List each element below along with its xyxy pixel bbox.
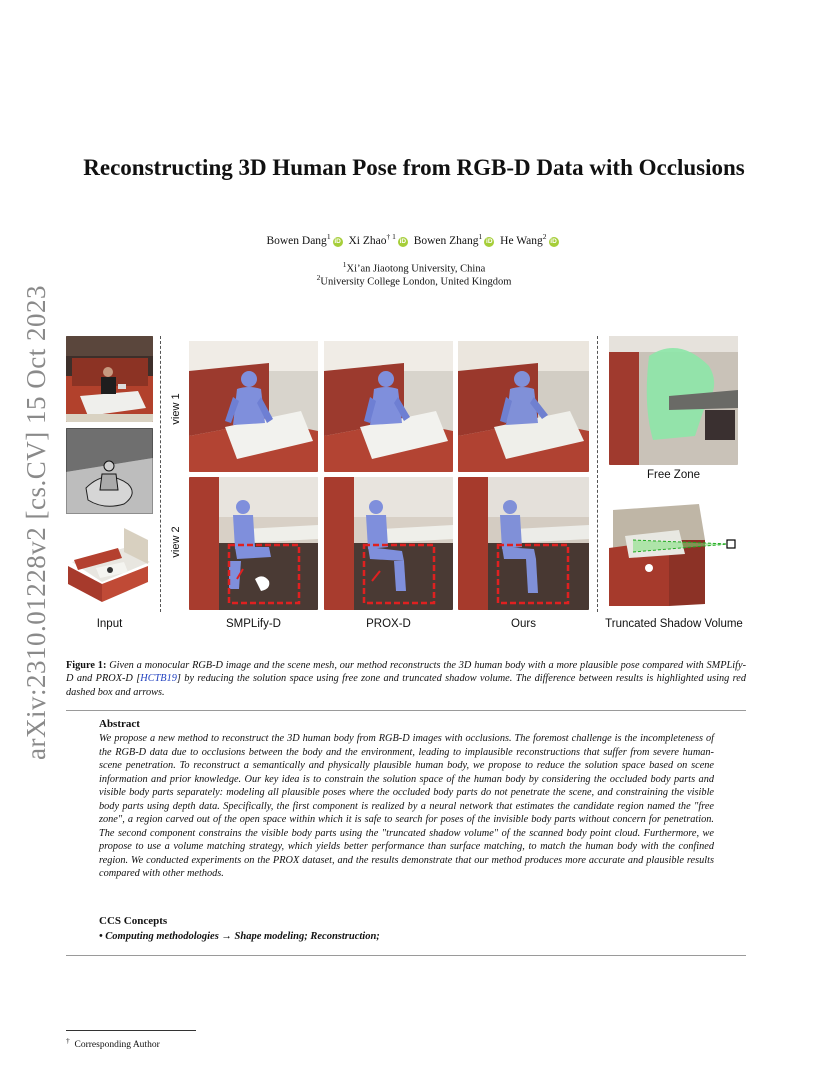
footnote-mark: † (66, 1036, 70, 1045)
footnote (66, 1036, 160, 1050)
affiliation-mark: 1 (342, 260, 347, 269)
orcid-icon[interactable]: iD (334, 237, 341, 245)
column-label-smplify-d: SMPLify-D (226, 618, 281, 630)
citation-link[interactable]: HCTB19 (140, 673, 177, 685)
column-separator (597, 336, 598, 612)
prox-d-view1-image (324, 341, 453, 472)
input-scene-mesh (66, 522, 153, 610)
orcid-icon[interactable]: iD (550, 237, 557, 245)
column-label-prox-d: PROX-D (366, 618, 411, 630)
footnote-rule (66, 1030, 196, 1031)
author-name: Bowen Zhang (413, 234, 479, 247)
author-name: Xi Zhao (348, 234, 387, 247)
truncated-shadow-volume-image (609, 500, 738, 610)
caption-label: Figure 1: (66, 660, 107, 671)
author-affiliation-mark: † 1 (386, 232, 396, 241)
figure-caption (66, 659, 746, 699)
abstract-heading: Abstract (99, 718, 140, 730)
free-zone-label: Free Zone (646, 469, 701, 481)
smplify-d-view1-image (189, 341, 318, 472)
divider (66, 955, 746, 956)
input-rgb-image (66, 336, 153, 422)
column-label-ours: Ours (511, 618, 536, 630)
column-separator (160, 336, 161, 612)
abstract-body: We propose a new method to reconstruct the 3D human body from RGB-D images with occlusions. The foremost challenge is the incompleteness of the RGB-D data due to occlusions between the body and the environment, leading to implausible reconstructions that suffer from severe human-scene penetration. To reconstruct a semantically and physically plausible human body, we propose to reduce the solution space based on scene information and prior knowledge. Our key idea is to constrain the solution space of the human body by considering the occluded body parts and visible body parts separately: modeling all plausible poses where the occluded body parts do not penetrate the scene, and constraining the visible body parts using depth data. Specifically, the first component is realized by a neural network that estimates the candidate region named the "free zone", a region carved out of the open space within which it is safe to search for poses of the invisible body parts without concern for penetration. The second component constrains the visible body parts using the "truncated shadow volume" of the scanned body point cloud. Furthermore, we propose to use a volume matching strategy, which yields better performance than surface matching, to match the human body with the confined region. We conducted experiments on the PROX dataset, and the results demonstrate that our method produces more accurate and plausible results compared with other methods. (99, 733, 714, 879)
paper-title: Reconstructing 3D Human Pose from RGB-D Data with Occlusions (83, 155, 745, 180)
author-affiliation-mark: 2 (542, 232, 547, 241)
affiliation-text: Xi’an Jiaotong University, China (346, 263, 486, 275)
affiliation-mark: 2 (316, 273, 321, 282)
author-list (0, 232, 828, 247)
input-depth-image (66, 428, 153, 514)
affiliation-text: University College London, United Kingdom (320, 276, 512, 288)
footnote-text: Corresponding Author (74, 1040, 160, 1051)
author-affiliation-mark: 1 (326, 232, 331, 241)
ours-view1-image (458, 341, 589, 472)
orcid-icon[interactable]: iD (399, 237, 407, 245)
ccs-heading: CCS Concepts (99, 915, 168, 927)
ccs-concepts: • Computing methodologies → Shape modeling; Reconstruction; (99, 931, 380, 942)
divider (66, 710, 746, 711)
arxiv-identifier: arXiv:2310.01228v2 [cs.CV] 15 Oct 2023 (21, 285, 51, 760)
orcid-icon[interactable]: iD (486, 237, 493, 245)
free-zone-image (609, 336, 738, 465)
prox-d-view2-image (324, 477, 453, 610)
ours-view2-image (458, 477, 589, 610)
column-label-input: Input (96, 618, 123, 630)
row-label-view-2: view 2 (170, 526, 182, 558)
caption-text: ] by reducing the solution space using free zone and truncated shadow volume. The difference between results is highlighted using red dashed box and arrows. (66, 673, 746, 698)
author-affiliation-mark: 1 (478, 232, 483, 241)
affiliation (0, 273, 828, 288)
smplify-d-view2-image (189, 477, 318, 610)
caption-text: Given a monocular RGB-D image and the scene mesh, our method reconstructs the 3D human body with a more plausible pose compared with SMPLify-D and PROX-D [ (66, 660, 746, 685)
author-name: He Wang (500, 234, 543, 247)
author-name: Bowen Dang (266, 234, 327, 247)
column-label-truncated-shadow-volume: Truncated Shadow Volume (605, 618, 743, 630)
row-label-view-1: view 1 (170, 393, 182, 425)
